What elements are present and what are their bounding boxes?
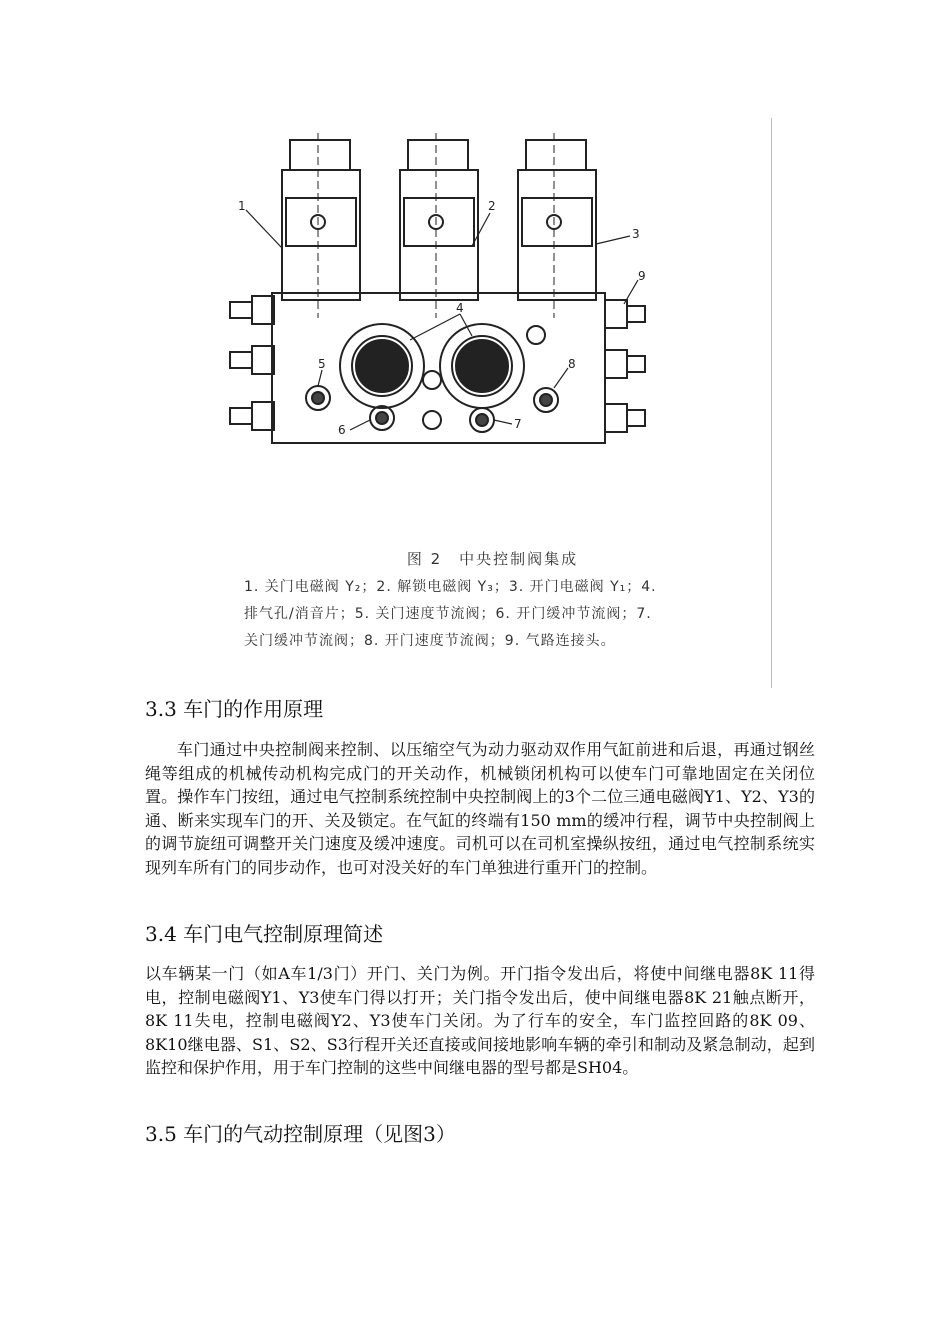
label-7: 7 xyxy=(514,417,522,431)
left-connectors xyxy=(230,296,274,430)
label-9: 9 xyxy=(638,269,646,283)
label-2: 2 xyxy=(488,199,496,213)
caption-line: 排气孔/消音片；5. 关门速度节流阀；6. 开门缓冲节流阀；7. xyxy=(244,606,652,622)
label-5: 5 xyxy=(318,357,326,371)
caption-line: 关门缓冲节流阀；8. 开门速度节流阀；9. 气路连接头。 xyxy=(244,633,616,649)
section-heading-3-3: 3.3 车门的作用原理 xyxy=(145,697,324,721)
label-6: 6 xyxy=(338,423,346,437)
page-divider xyxy=(771,118,772,688)
section-heading-3-5: 3.5 车门的气动控制原理（见图3） xyxy=(145,1122,456,1146)
label-1: 1 xyxy=(238,199,246,213)
figure-caption xyxy=(244,574,744,655)
exhaust-port-left xyxy=(340,324,424,408)
label-8: 8 xyxy=(568,357,576,371)
figure-title: 图 2 中央控制阀集成 xyxy=(406,550,579,568)
valve-drawing xyxy=(210,118,775,548)
label-4: 4 xyxy=(456,301,464,315)
exhaust-port-right xyxy=(440,324,524,408)
section-body-3-4: 以车辆某一门（如A车1/3门）开门、关门为例。开门指令发出后，将使中间继电器8K 11得电，控制电磁阀Y1、Y3使车门得以打开；关门指令发出后，使中间继电器8K 21触点断开，8K 11失电，控制电磁阀Y2、Y3使车门关闭。为了行车的安全，车门监控回路的8K 09、8K10继电器、S1、S2、S3行程开关还直接或间接地影响车辆的牵引和制动及紧急制动，起到监控和保护作用，用于车门控制的这些中间继电器的型号都是SH04。 xyxy=(145,964,815,1078)
solenoid-valve-3 xyxy=(518,133,596,318)
right-connectors xyxy=(605,300,645,432)
section-heading-3-4: 3.4 车门电气控制原理简述 xyxy=(145,922,384,946)
section-body-3-3: 车门通过中央控制阀来控制、以压缩空气为动力驱动双作用气缸前进和后退，再通过钢丝绳等组成的机械传动机构完成门的开关动作，机械锁闭机构可以使车门可靠地固定在关闭位置。操作车门按纽，通过电气控制系统控制中央控制阀上的3个二位三通电磁阀Y1、Y2、Y3的通、断来实现车门的开、关及锁定。在气缸的终端有150 mm的缓冲行程，调节中央控制阀上的调节旋纽可调整开关门速度及缓冲速度。司机可以在司机室操纵按纽，通过电气控制系统实现列车所有门的同步动作，也可对没关好的车门单独进行重开门的控制。 xyxy=(145,740,815,877)
figure-2 xyxy=(210,118,775,688)
label-3: 3 xyxy=(632,227,640,241)
solenoid-valve-1 xyxy=(282,133,360,318)
caption-line: 1. 关门电磁阀 Y₂；2. 解锁电磁阀 Y₃；3. 开门电磁阀 Y₁；4. xyxy=(244,579,657,595)
solenoid-valve-2 xyxy=(400,133,478,318)
